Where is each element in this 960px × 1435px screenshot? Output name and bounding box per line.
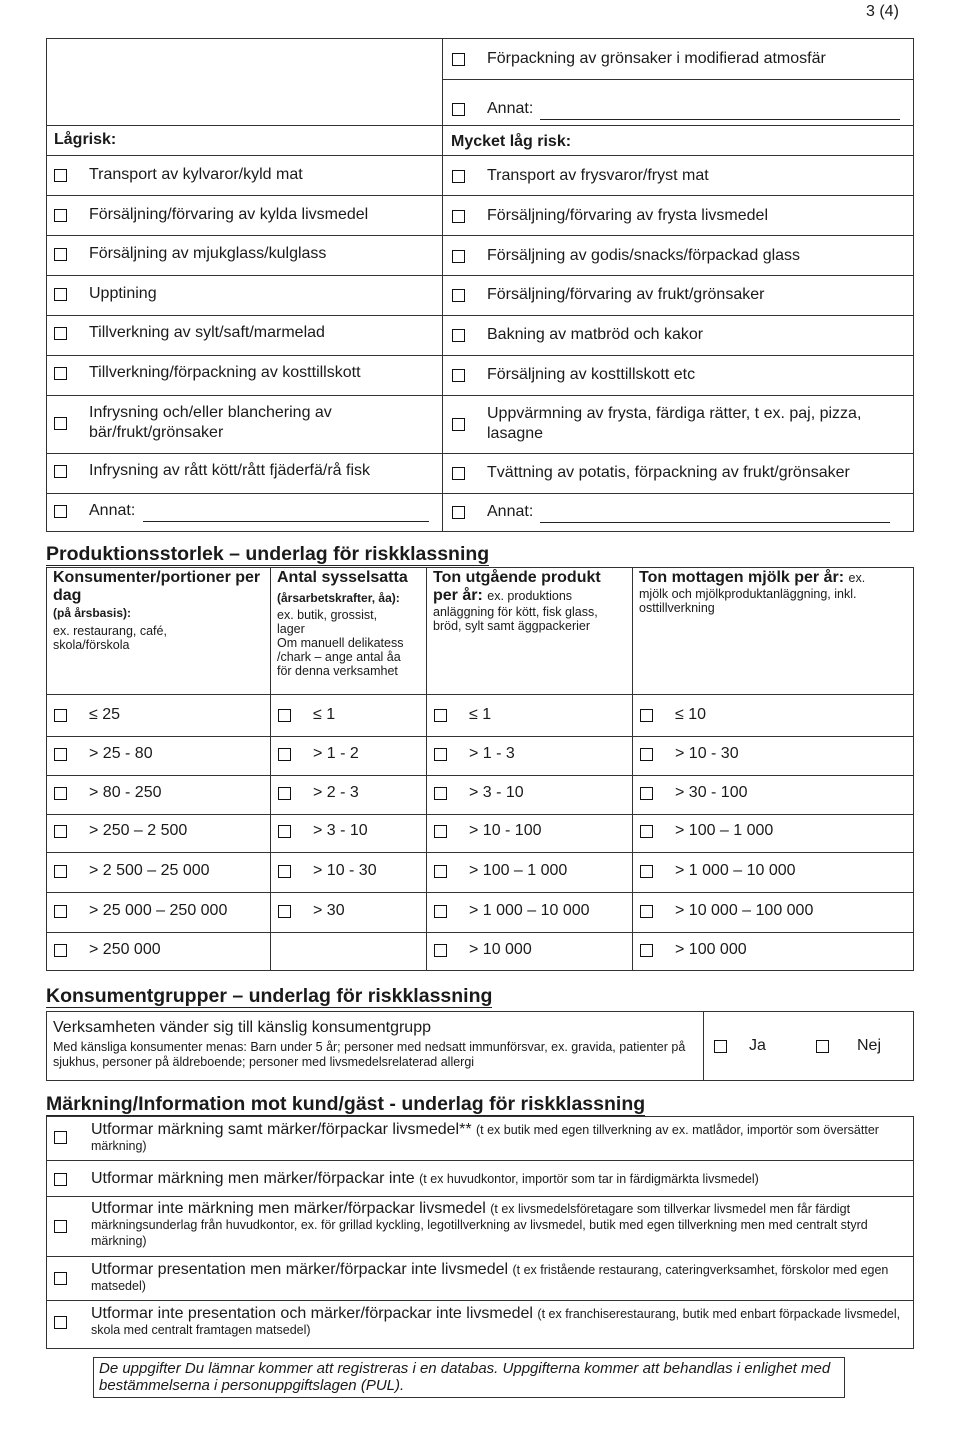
col-title: Ton mottagen mjölk per år: [639, 569, 845, 586]
checkbox[interactable] [434, 825, 447, 838]
checkbox[interactable] [452, 250, 465, 263]
prod-option[interactable] [278, 822, 368, 840]
prod-option-label: > 100 – 1 000 [469, 862, 568, 879]
checkbox[interactable] [54, 944, 67, 957]
prod-option-label: > 2 500 – 25 000 [89, 862, 210, 879]
low-risk-item[interactable] [54, 206, 368, 224]
other-very-low-write-line[interactable] [540, 522, 890, 523]
col-header-milk [639, 569, 911, 615]
labeling-main: Utformar presentation men märker/förpackar inte livsmedel [91, 1261, 509, 1278]
checkbox[interactable] [54, 865, 67, 878]
checkbox[interactable] [54, 288, 67, 301]
very-low-risk-item[interactable] [452, 207, 768, 225]
col-example: mjölk och mjölkproduktanläggning, inkl. osttillverkning [639, 587, 857, 615]
option-label: Annat: [487, 100, 534, 117]
checkbox[interactable] [452, 289, 465, 302]
prod-option[interactable] [54, 902, 227, 920]
checkbox[interactable] [54, 1173, 67, 1186]
checkbox[interactable] [452, 329, 465, 342]
item-label: Försäljning/förvaring av frysta livsmedel [487, 207, 768, 224]
option-label: Förpackning av grönsaker i modifierad atmosfär [487, 50, 826, 67]
prod-option[interactable] [278, 784, 359, 802]
prod-option[interactable] [54, 706, 120, 724]
item-label: Annat: [89, 502, 136, 519]
checkbox[interactable] [54, 1272, 67, 1285]
prod-option-label: > 10 000 [469, 941, 532, 958]
very-low-risk-item[interactable] [452, 247, 800, 265]
low-risk-item[interactable] [54, 285, 157, 303]
prod-option-label: > 1 000 – 10 000 [469, 902, 590, 919]
checkbox[interactable] [452, 210, 465, 223]
prod-option[interactable] [278, 745, 359, 763]
prod-option[interactable] [434, 784, 524, 802]
prod-option-label: > 2 - 3 [313, 784, 359, 801]
consumers-no-option[interactable] [816, 1037, 881, 1055]
low-risk-item[interactable] [54, 403, 379, 443]
col-title-suffix: (på årsbasis): [53, 606, 132, 620]
labeling-item[interactable] [54, 1306, 909, 1338]
item-label: Försäljning/förvaring av frukt/grönsaker [487, 286, 765, 303]
very-low-risk-item[interactable] [452, 366, 695, 384]
prod-option-label: > 3 - 10 [469, 784, 524, 801]
yes-label: Ja [749, 1037, 766, 1054]
prod-option-label: > 1 - 2 [313, 745, 359, 762]
risk-table-divider [442, 38, 443, 532]
checkbox[interactable] [54, 748, 67, 761]
checkbox[interactable] [434, 709, 447, 722]
checkbox[interactable] [640, 787, 653, 800]
checkbox[interactable] [54, 327, 67, 340]
labeling-detail: (t ex butik med egen tillverkning av ex. matlådor, importör som översätter märkning) [91, 1123, 879, 1153]
very-low-risk-item[interactable] [452, 286, 764, 304]
col-title-line2: per år: [433, 587, 483, 604]
checkbox[interactable] [434, 905, 447, 918]
prod-option[interactable] [54, 745, 153, 763]
col-header-consumers [53, 569, 265, 652]
item-label: Försäljning av godis/snacks/förpackad glass [487, 247, 801, 264]
prod-option[interactable] [278, 902, 345, 920]
prod-option-label: ≤ 1 [469, 706, 492, 723]
item-label: Annat: [487, 503, 534, 520]
prod-option[interactable] [640, 706, 706, 724]
very-low-risk-item[interactable] [452, 167, 709, 185]
other-low-write-line[interactable] [143, 521, 429, 522]
checkbox[interactable] [54, 169, 67, 182]
prod-option-label: > 10 - 30 [675, 745, 739, 762]
checkbox[interactable] [816, 1040, 829, 1053]
prod-option-label: > 25 - 80 [89, 745, 153, 762]
prod-option-label: > 250 – 2 500 [89, 822, 188, 839]
checkbox[interactable] [434, 865, 447, 878]
prod-option[interactable] [640, 784, 748, 802]
prod-option-label: > 30 [313, 902, 345, 919]
checkbox[interactable] [54, 465, 67, 478]
prod-option-label: > 1 000 – 10 000 [675, 862, 796, 879]
col-title-suffix: (årsarbetskrafter, åa): [277, 591, 400, 605]
item-label: Bakning av matbröd och kakor [487, 326, 704, 343]
checkbox[interactable] [640, 865, 653, 878]
prod-option[interactable] [54, 822, 187, 840]
labeling-item[interactable] [54, 1170, 909, 1188]
checkbox[interactable] [434, 787, 447, 800]
item-label: Försäljning/förvaring av kylda livsmedel [89, 206, 369, 223]
checkbox[interactable] [278, 905, 291, 918]
prod-option[interactable] [434, 745, 515, 763]
checkbox[interactable] [640, 944, 653, 957]
col-note: Om manuell delikatess /chark – ange antal åa för denna verksamhet [277, 636, 404, 678]
checkbox[interactable] [54, 209, 67, 222]
very-low-risk-item-other[interactable] [452, 503, 533, 521]
checkbox[interactable] [452, 170, 465, 183]
item-label: Transport av frysvaror/fryst mat [487, 167, 709, 184]
low-risk-item[interactable] [54, 324, 325, 342]
low-risk-item-other[interactable] [54, 502, 135, 520]
very-low-risk-item[interactable] [452, 326, 703, 344]
col-example: ex. butik, grossist, lager [277, 608, 378, 636]
prod-option-label: > 1 - 3 [469, 745, 515, 762]
prod-option[interactable] [54, 784, 162, 802]
prod-option[interactable] [434, 862, 567, 880]
labeling-detail: (t ex fristående restaurang, cateringverksamhet, förskolor med egen matsedel) [91, 1263, 889, 1293]
prod-option[interactable] [434, 941, 532, 959]
consumers-statement: Verksamheten vänder sig till känslig konsumentgrupp [53, 1019, 431, 1036]
labeling-detail: (t ex huvudkontor, importör som tar in färdigmärkta livsmedel) [419, 1172, 759, 1186]
production-heading: Produktionsstorlek – underlag för riskklassning [46, 543, 490, 565]
col-title-suffix: ex. produktions [487, 589, 573, 603]
item-label: Infrysning av rått kött/rått fjäderfä/rå fisk [89, 462, 370, 479]
prod-option[interactable] [434, 706, 491, 724]
low-risk-heading: Lågrisk: [54, 131, 117, 148]
checkbox[interactable] [640, 709, 653, 722]
option-other-top[interactable] [452, 100, 533, 118]
checkbox[interactable] [452, 506, 465, 519]
checkbox[interactable] [278, 709, 291, 722]
checkbox[interactable] [452, 53, 465, 66]
prod-option-label: > 10 - 100 [469, 822, 542, 839]
prod-option-label: > 250 000 [89, 941, 161, 958]
prod-option-label: ≤ 1 [313, 706, 336, 723]
labeling-main: Utformar inte presentation och märker/förpackar inte livsmedel [91, 1305, 533, 1322]
item-label: Upptining [89, 285, 157, 302]
no-label: Nej [857, 1037, 882, 1054]
checkbox[interactable] [640, 905, 653, 918]
prod-option-label: > 80 - 250 [89, 784, 162, 801]
labeling-detail: (t ex franchiserestaurang, butik med enbart förpackade livsmedel, skola med centralt framtagen matsedel) [91, 1307, 901, 1337]
item-label: Tillverkning/förpackning av kosttillskott [89, 364, 361, 381]
item-label: Infrysning och/eller blanchering av bär/frukt/grönsaker [89, 404, 332, 441]
footer-note-box [93, 1357, 845, 1398]
prod-option-label: > 10 - 30 [313, 862, 377, 879]
option-modified-atmosphere[interactable] [452, 50, 826, 68]
prod-option-label: > 3 - 10 [313, 822, 368, 839]
prod-option[interactable] [278, 862, 377, 880]
checkbox[interactable] [54, 505, 67, 518]
prod-option-label: > 100 000 [675, 941, 747, 958]
checkbox[interactable] [640, 825, 653, 838]
prod-option-label: > 100 – 1 000 [675, 822, 774, 839]
labeling-item[interactable] [54, 1201, 909, 1249]
low-risk-item[interactable] [54, 245, 326, 263]
checkbox[interactable] [434, 944, 447, 957]
checkbox[interactable] [640, 748, 653, 761]
labeling-main: Utformar märkning men märker/förpackar inte [91, 1170, 415, 1187]
very-low-risk-item[interactable] [452, 404, 907, 444]
prod-option[interactable] [640, 822, 773, 840]
labeling-heading: Märkning/Information mot kund/gäst - underlag för riskklassning [46, 1093, 646, 1115]
very-low-risk-heading: Mycket låg risk: [451, 133, 572, 150]
prod-option-label: > 30 - 100 [675, 784, 748, 801]
prod-option[interactable] [434, 822, 542, 840]
labeling-detail: (t ex livsmedelsföretagare som tillverkar livsmedel men får färdigt märkningsunderlag från huvudkontor, ex. för grillad kyckling, legotillverkning av livsmedel, butik med egen tillverkning men med centralt styrd märkning) [91, 1202, 868, 1248]
checkbox[interactable] [714, 1040, 727, 1053]
col-header-employees [277, 569, 423, 678]
prod-option[interactable] [278, 706, 335, 724]
checkbox[interactable] [278, 865, 291, 878]
labeling-item[interactable] [54, 1262, 909, 1294]
other-top-write-line[interactable] [540, 119, 900, 120]
prod-option-label: > 10 000 – 100 000 [675, 902, 814, 919]
checkbox[interactable] [54, 1131, 67, 1144]
checkbox[interactable] [278, 787, 291, 800]
checkbox[interactable] [54, 1220, 67, 1233]
item-label: Tvättning av potatis, förpackning av frukt/grönsaker [487, 464, 850, 481]
col-example: anläggning för kött, fisk glass, bröd, sylt samt äggpackerier [433, 605, 598, 633]
checkbox[interactable] [452, 103, 465, 116]
checkbox[interactable] [54, 709, 67, 722]
footer-note: De uppgifter Du lämnar kommer att registreras i en databas. Uppgifterna kommer att behandlas i enlighet med bestämmelserna i personuppgiftslagen (PUL). [99, 1360, 831, 1394]
labeling-main: Utformar märkning samt märker/förpackar livsmedel** [91, 1121, 472, 1138]
prod-option-label: ≤ 10 [675, 706, 707, 723]
checkbox[interactable] [54, 825, 67, 838]
checkbox[interactable] [54, 367, 67, 380]
checkbox[interactable] [452, 369, 465, 382]
labeling-main: Utformar inte märkning men märker/förpackar livsmedel [91, 1200, 486, 1217]
item-label: Transport av kylvaror/kyld mat [89, 166, 303, 183]
checkbox[interactable] [452, 418, 465, 431]
consumers-yes-option[interactable] [714, 1037, 766, 1055]
prod-option[interactable] [54, 941, 161, 959]
item-label: Tillverkning av sylt/saft/marmelad [89, 324, 325, 341]
prod-option[interactable] [434, 902, 590, 920]
checkbox[interactable] [54, 905, 67, 918]
low-risk-item[interactable] [54, 462, 370, 480]
item-label: Försäljning av kosttillskott etc [487, 366, 696, 383]
consumers-heading: Konsumentgrupper – underlag för riskklassning [46, 985, 493, 1007]
checkbox[interactable] [54, 417, 67, 430]
checkbox[interactable] [434, 748, 447, 761]
item-label: Uppvärmning av frysta, färdiga rätter, t ex. paj, pizza, lasagne [487, 405, 862, 442]
checkbox[interactable] [452, 467, 465, 480]
checkbox[interactable] [278, 748, 291, 761]
labeling-item[interactable] [54, 1122, 909, 1154]
prod-option[interactable] [640, 941, 747, 959]
col-title: Ton utgående produkt [433, 569, 601, 586]
col-title: Antal sysselsatta [277, 569, 408, 586]
checkbox[interactable] [278, 825, 291, 838]
prod-option-label: ≤ 25 [89, 706, 121, 723]
low-risk-item[interactable] [54, 364, 361, 382]
col-header-tons-out [433, 569, 629, 633]
item-label: Försäljning av mjukglass/kulglass [89, 245, 327, 262]
low-risk-item[interactable] [54, 166, 303, 184]
checkbox[interactable] [54, 248, 67, 261]
prod-option[interactable] [640, 862, 796, 880]
consumers-explanation: Med känsliga konsumenter menas: Barn under 5 år; personer med nedsatt immunförsvar, ex. gravida, patienter på sjukhus, personer på äldreboende; personer med livsmedelsrelaterad allergi [53, 1040, 686, 1069]
col-title: Konsumenter/portioner per dag [53, 569, 261, 604]
checkbox[interactable] [54, 787, 67, 800]
col-example: ex. restaurang, café, skola/förskola [53, 624, 167, 652]
page-number: 3 (4) [866, 3, 899, 20]
col-title-suffix: ex. [848, 571, 866, 585]
prod-option[interactable] [640, 902, 813, 920]
checkbox[interactable] [54, 1316, 67, 1329]
very-low-risk-item[interactable] [452, 464, 850, 482]
prod-option[interactable] [640, 745, 739, 763]
prod-option-label: > 25 000 – 250 000 [89, 902, 228, 919]
prod-option[interactable] [54, 862, 210, 880]
